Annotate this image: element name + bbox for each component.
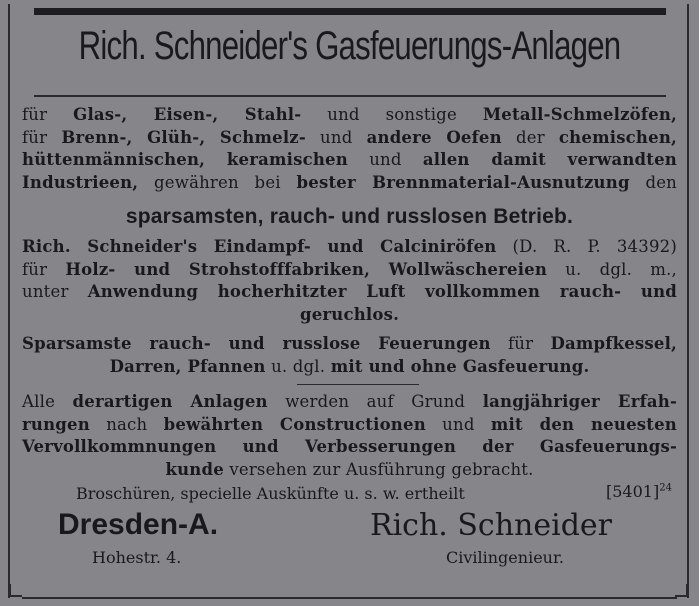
text: und — [425, 414, 491, 434]
text-line — [22, 281, 677, 304]
bold-text: Brenn-, Glüh-, Schmelz- — [61, 127, 306, 147]
ad-code — [606, 482, 672, 501]
bold-text: Industrieen, — [22, 172, 139, 192]
text-line — [22, 149, 677, 172]
text: u. dgl. m., — [547, 259, 677, 279]
text: für — [22, 259, 66, 279]
text-line — [22, 236, 677, 259]
text: und — [347, 150, 423, 169]
frame-corner-bottom-left — [8, 584, 22, 598]
text: gewähren bei — [138, 172, 297, 192]
bold-text: rungen — [22, 414, 90, 434]
bold-text: Rich. Schneider's Eindampf- und Calciniröfen — [22, 237, 497, 256]
text: für — [490, 334, 551, 353]
bold-text: geruchlos. — [299, 304, 400, 324]
street-address: Hohestr. 4. — [92, 548, 182, 567]
paragraph-1 — [22, 104, 677, 194]
bold-text: kunde — [165, 459, 224, 479]
bold-text: bester Brennmaterial-Ausnutzung — [296, 172, 630, 192]
text-line — [22, 104, 677, 127]
ad-code-number: [5401] — [606, 482, 660, 501]
page-title: Rich. Schneider's Gasfeuerungs-Anlagen — [78, 24, 621, 68]
text-line — [22, 414, 677, 437]
paragraph-4 — [22, 391, 677, 481]
text-line — [22, 356, 677, 379]
bold-text: mit den neuesten — [490, 414, 677, 434]
text-line — [22, 333, 677, 356]
text-line — [22, 436, 677, 459]
bold-text: derartigen Anlagen — [72, 392, 268, 411]
text-line — [22, 127, 677, 150]
top-bar — [34, 8, 666, 15]
text: und sonstige — [301, 105, 483, 124]
bold-text: Dampfkessel, — [550, 334, 677, 353]
bold-text: langjähriger Erfah- — [482, 392, 678, 411]
headline-block — [22, 203, 677, 231]
frame-corner-bottom-right — [675, 584, 689, 598]
bold-text: mit und ohne Gasfeuerung. — [330, 356, 590, 376]
text: und — [305, 127, 367, 147]
bold-text: allen damit verwandten — [422, 150, 678, 169]
text: versehen zur Ausführung gebracht. — [223, 459, 534, 479]
company-name: Rich. Schneider — [370, 508, 613, 543]
bold-text: andere Oefen — [366, 127, 502, 147]
text-line — [22, 259, 677, 282]
brochure-line: Broschüren, specielle Auskünfte u. s. w. ertheilt — [76, 484, 465, 503]
title-rule — [34, 95, 666, 97]
text: für — [22, 127, 62, 147]
text: für — [22, 105, 74, 124]
text-line — [22, 391, 677, 414]
text-line — [22, 172, 677, 195]
text: (D. R. P. 34392) — [496, 237, 677, 256]
ad-code-sup: 24 — [659, 482, 672, 494]
text: nach — [89, 414, 164, 434]
bold-text: bewährten Constructionen — [163, 414, 426, 434]
bold-text: chemischen, — [558, 127, 677, 147]
bold-text: hüttenmännischen, keramischen — [22, 150, 348, 169]
bold-text: Anwendung hocherhitzter Luft vollkommen rauch- und — [87, 282, 677, 301]
headline: sparsamsten, rauch- und russlosen Betrieb. — [125, 205, 574, 228]
text: der — [501, 127, 559, 147]
separator-rule — [297, 384, 419, 385]
bold-text: Darren, Pfannen — [109, 356, 266, 376]
bold-text: Vervollkommnungen und Verbesserungen der Gasfeuerungs- — [22, 437, 677, 456]
text: Alle — [22, 392, 73, 411]
paragraph-2 — [22, 236, 677, 326]
bottom-rule — [22, 597, 677, 599]
bold-text: Glas-, Eisen-, Stahl- — [73, 105, 302, 124]
city: Dresden-A. — [58, 508, 219, 541]
profession: Civilingenieur. — [446, 548, 564, 567]
text: den — [629, 172, 678, 192]
bold-text: Sparsamste rauch- und russlose Feuerungen — [22, 334, 491, 353]
text-line — [22, 459, 677, 482]
bold-text: Holz- und Strohstofffabriken, Wollwäschereien — [65, 259, 548, 279]
text: u. dgl. — [265, 356, 331, 376]
text-line — [22, 304, 677, 327]
bold-text: Metall-Schmelzöfen, — [482, 105, 677, 124]
text: werden auf Grund — [267, 392, 483, 411]
text: unter — [22, 282, 88, 301]
paragraph-3 — [22, 333, 677, 378]
